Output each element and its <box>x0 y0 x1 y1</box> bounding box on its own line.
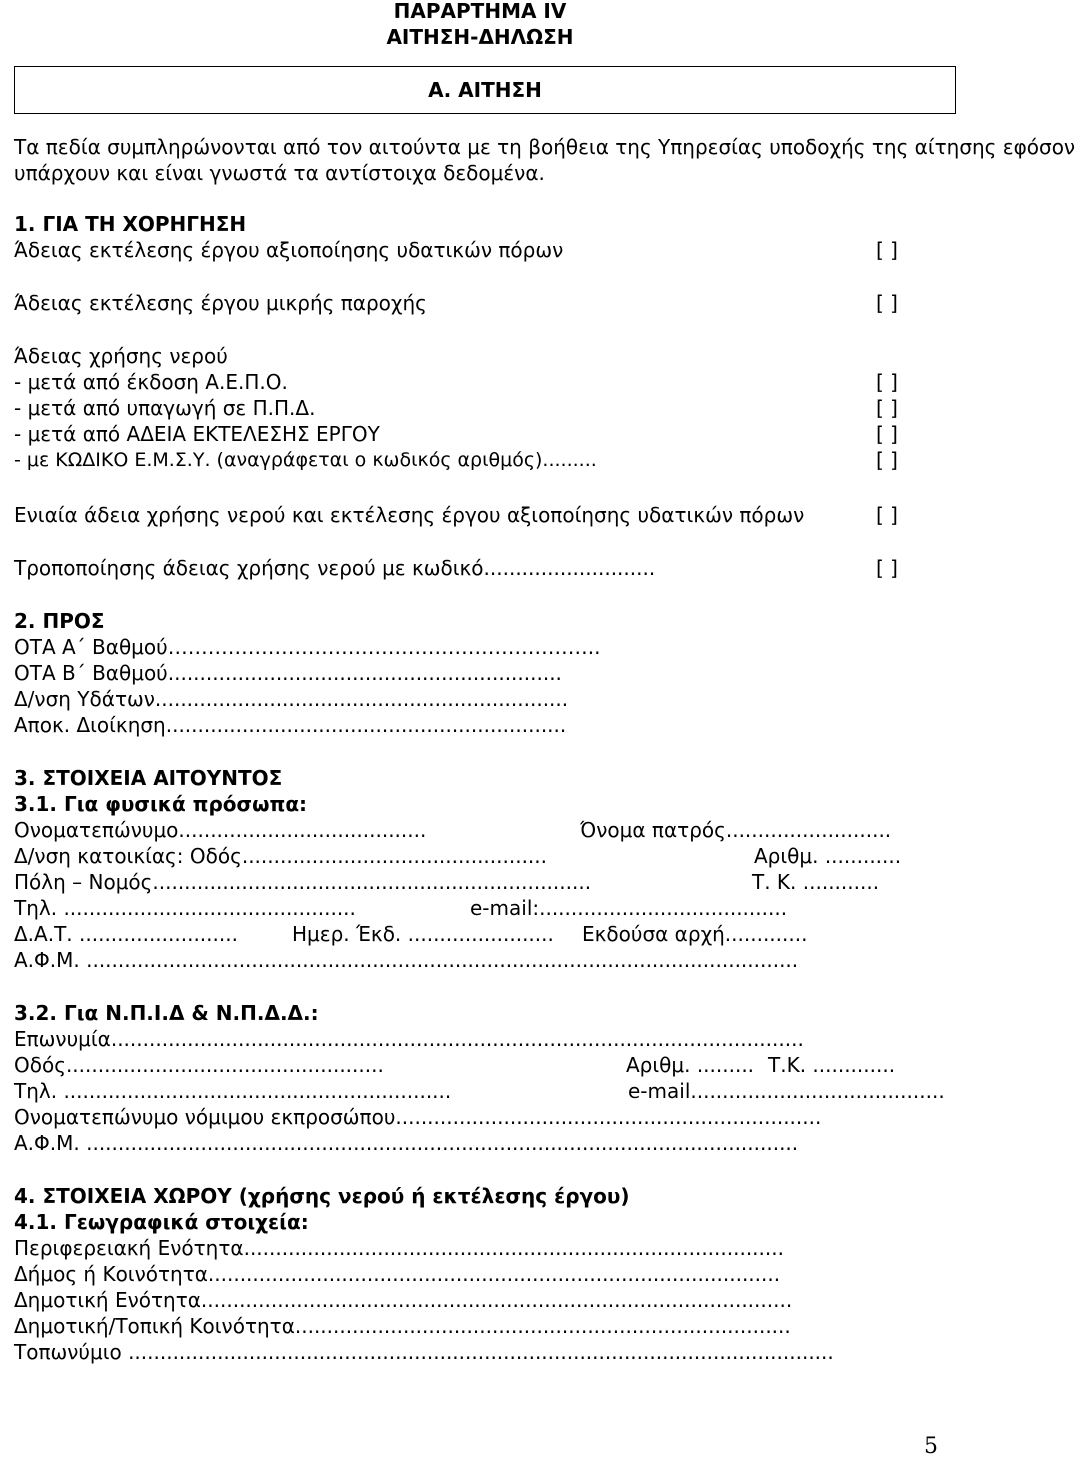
grant-item-modification: Τροποποίησης άδειας χρήσης νερού με κωδικό........................... <box>14 556 656 580</box>
checkbox-after-exec-permit[interactable]: [ ] <box>876 422 898 446</box>
legal-phone-field[interactable]: Τηλ. ............................................................. <box>14 1079 452 1103</box>
legal-postal-code-field[interactable]: Τ.Κ. ............. <box>768 1053 896 1077</box>
grant-sub-aepo: - μετά από έκδοση Α.Ε.Π.Ο. <box>14 370 288 394</box>
phone-field[interactable]: Τηλ. .............................................. <box>14 896 356 920</box>
regional-unit-field[interactable]: Περιφερειακή Ενότητα..................................................................................... <box>14 1236 784 1260</box>
grant-item-exec-permit: Άδειας εκτέλεσης έργου αξιοποίησης υδατικών πόρων <box>14 238 564 262</box>
grant-sub-exec-permit: - μετά από ΑΔΕΙΑ ΕΚΤΕΛΕΣΗΣ ΕΡΓΟΥ <box>14 422 380 446</box>
issuing-authority-field[interactable]: Εκδούσα αρχή............. <box>582 922 808 946</box>
city-prefecture-field[interactable]: Πόλη – Νομός..................................................................... <box>14 870 592 894</box>
issue-date-field[interactable]: Ημερ. Έκδ. ....................... <box>292 922 554 946</box>
applicant-heading: 3. ΣΤΟΙΧΕΙΑ ΑΙΤΟΥΝΤΟΣ <box>14 766 283 790</box>
municipal-unit-field[interactable]: Δημοτική Ενότητα............................................................................................. <box>14 1288 793 1312</box>
to-ota-b[interactable]: ΟΤΑ Β΄ Βαθμού.............................................................. <box>14 661 562 685</box>
grant-item-unified-permit: Ενιαία άδεια χρήσης νερού και εκτέλεσης έργου αξιοποίησης υδατικών πόρων <box>14 503 805 527</box>
grant-item-water-use: Άδειας χρήσης νερού <box>14 344 228 368</box>
to-ota-a[interactable]: ΟΤΑ Α΄ Βαθμού……………………………………………………….. <box>14 635 601 659</box>
site-heading: 4. ΣΤΟΙΧΕΙΑ ΧΩΡΟΥ (χρήσης νερού ή εκτέλεσης έργου) <box>14 1184 630 1208</box>
checkbox-small-supply[interactable]: [ ] <box>876 291 898 315</box>
to-water-directorate[interactable]: Δ/νση Υδάτων................................................................. <box>14 687 569 711</box>
community-field[interactable]: Δημοτική/Τοπική Κοινότητα.............................................................................. <box>14 1314 791 1338</box>
legal-street-field[interactable]: Οδός.................................................. <box>14 1053 384 1077</box>
intro-line-1: Τα πεδία συμπληρώνονται από τον αιτούντα με τη βοήθεια της Υπηρεσίας υποδοχής της αίτησης εφόσον <box>14 135 1075 159</box>
to-decentralized-admin[interactable]: Αποκ. Διοίκηση............................................................... <box>14 713 567 737</box>
checkbox-exec-permit[interactable]: [ ] <box>876 238 898 262</box>
to-heading: 2. ΠΡΟΣ <box>14 609 105 633</box>
street-address-field[interactable]: Δ/νση κατοικίας: Οδός................................................ <box>14 844 547 868</box>
checkbox-modification[interactable]: [ ] <box>876 556 898 580</box>
id-card-field[interactable]: Δ.Α.Τ. ......................... <box>14 922 238 946</box>
page-number: 5 <box>924 1434 938 1459</box>
legal-street-number-field[interactable]: Αριθμ. ......... <box>626 1053 755 1077</box>
legal-tax-id-field[interactable]: Α.Φ.Μ. ................................................................................................................ <box>14 1131 799 1155</box>
email-field[interactable]: e-mail:....................................... <box>470 896 788 920</box>
checkbox-aepo[interactable]: [ ] <box>876 370 898 394</box>
street-number-field[interactable]: Αριθμ. ............ <box>754 844 902 868</box>
checkbox-unified-permit[interactable]: [ ] <box>876 503 898 527</box>
legal-entities-heading: 3.2. Για Ν.Π.Ι.Δ & Ν.Π.Δ.Δ.: <box>14 1001 319 1025</box>
grant-sub-ppd: - μετά από υπαγωγή σε Π.Π.Δ. <box>14 396 316 420</box>
municipality-field[interactable]: Δήμος ή Κοινότητα.......................................................................................... <box>14 1262 781 1286</box>
page-subtitle: ΑΙΤΗΣΗ-ΔΗΛΩΣΗ <box>386 25 574 49</box>
natural-persons-heading: 3.1. Για φυσικά πρόσωπα: <box>14 792 308 816</box>
tax-id-field[interactable]: Α.Φ.Μ. ................................................................................................................ <box>14 948 799 972</box>
checkbox-emsy-code[interactable]: [ ] <box>876 448 898 472</box>
legal-email-field[interactable]: e-mail........................................ <box>628 1079 945 1103</box>
page-title: ΠΑΡΑΡΤΗΜΑ IV <box>393 0 567 23</box>
company-name-field[interactable]: Επωνυμία............................................................................................................. <box>14 1027 804 1051</box>
grant-sub-emsy-code: - με ΚΩΔΙΚΟ Ε.Μ.Σ.Υ. (αναγράφεται ο κωδικός αριθμός)......... <box>14 449 597 471</box>
section-a-box <box>14 66 956 114</box>
father-name-field[interactable]: Όνομα πατρός.......................... <box>580 818 892 842</box>
grant-heading: 1. ΓΙΑ ΤΗ ΧΟΡΗΓΗΣΗ <box>14 212 247 236</box>
toponym-field[interactable]: Τοπωνύμιο ............................................................................................................... <box>14 1340 834 1364</box>
grant-item-small-supply: Άδειας εκτέλεσης έργου μικρής παροχής <box>14 291 427 315</box>
section-a-title: Α. ΑΙΤΗΣΗ <box>428 78 542 102</box>
legal-representative-field[interactable]: Ονοματεπώνυμο νόμιμου εκπροσώπου................................................................... <box>14 1105 822 1129</box>
geo-heading: 4.1. Γεωγραφικά στοιχεία: <box>14 1210 309 1234</box>
postal-code-field[interactable]: Τ. Κ. ............ <box>752 870 880 894</box>
checkbox-ppd[interactable]: [ ] <box>876 396 898 420</box>
intro-line-2: υπάρχουν και είναι γνωστά τα αντίστοιχα δεδομένα. <box>14 161 545 185</box>
full-name-field[interactable]: Ονοματεπώνυμο....................................... <box>14 818 427 842</box>
